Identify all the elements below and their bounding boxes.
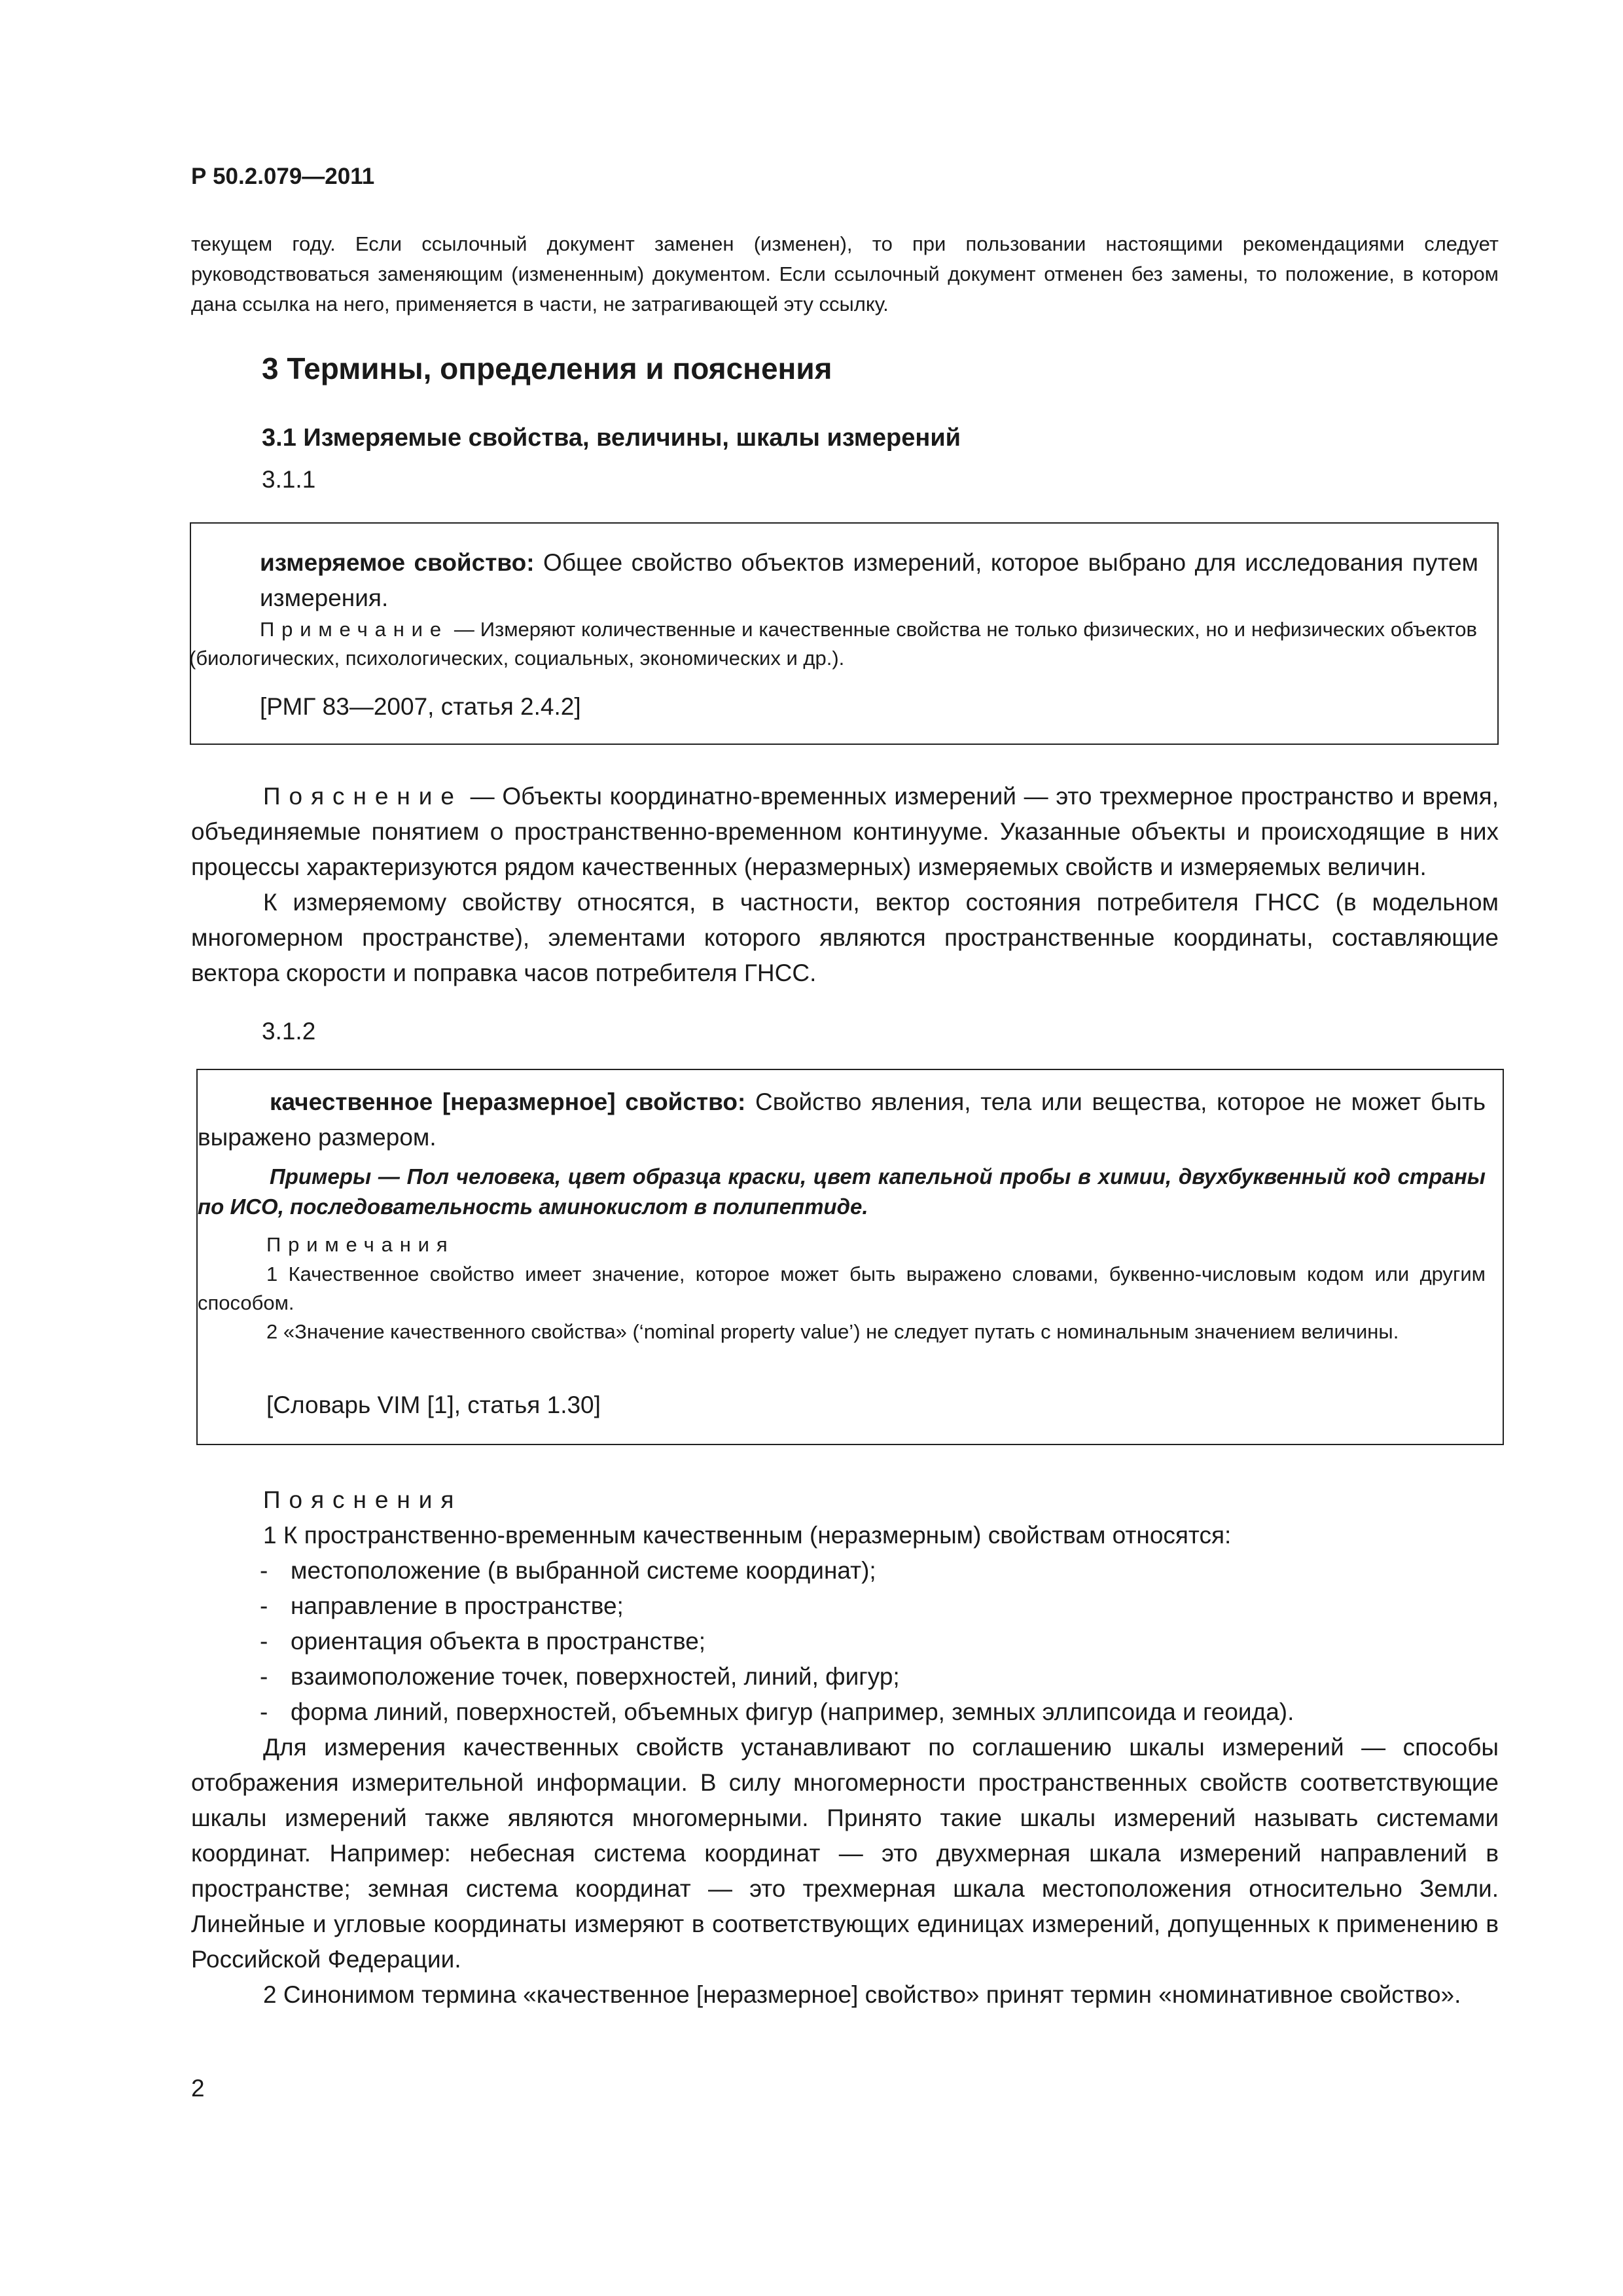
explanation-label-1: Пояснение xyxy=(263,783,463,810)
properties-list xyxy=(191,1553,1499,1730)
term-definition-text-2: Свойство явления, тела или вещества, которое не может быть выражено размером. xyxy=(198,1088,1486,1151)
list-item-text: направление в пространстве; xyxy=(291,1592,624,1619)
page-number: 2 xyxy=(191,2075,205,2102)
term-box-2 xyxy=(196,1069,1504,1445)
explanations-label: Пояснения xyxy=(263,1486,463,1513)
explanation-block-2 xyxy=(191,1482,1499,2013)
explanations-item-1: 1 К пространственно-временным качественным (неразмерным) свойствам относятся: xyxy=(263,1522,1232,1549)
term-name-1: измеряемое свойство: xyxy=(260,549,535,576)
term-name-2: качественное [неразмерное] свойство: xyxy=(270,1088,746,1115)
list-item-text: форма линий, поверхностей, объемных фигур (например, земных эллипсоида и геоида). xyxy=(291,1698,1294,1725)
explanation-block-1 xyxy=(191,779,1499,991)
explanations-item-2: 2 Синонимом термина «качественное [неразмерное] свойство» принят термин «номинативное свойство». xyxy=(263,1981,1461,2008)
note-label-1: Примечание xyxy=(260,618,448,641)
explanations-paragraph: Для измерения качественных свойств устанавливают по соглашению шкалы измерений — способы отображения измерительной информации. В силу многомерности пространственных свойств соответствующие шкалы измерений также являются многомерными. Принято такие шкалы измерений называть системами координат. Например: небесная система координат — это двухмерная шкала измерений направлений в пространстве; земная система координат — это трехмерная шкала местоположения относительно Земли. Линейные и угловые координаты измеряют в соответствующих единицах измерений, допущенных к применению в Российской Федерации. xyxy=(191,1734,1499,1973)
note-text-1: — Измеряют количественные и качественные свойства не только физических, но и нефизических объектов (биологических, психологических, социальных, экономических и др.). xyxy=(189,618,1477,670)
term-definition-2 xyxy=(198,1085,1486,1155)
term-source-2: [Словарь VIM [1], статья 1.30] xyxy=(266,1391,601,1418)
subsection-title: 3.1 Измеряемые свойства, величины, шкалы измерений xyxy=(262,424,961,452)
term-note-2-1: 1 Качественное свойство имеет значение, которое может быть выражено словами, буквенно-числовым кодом или другим способом. xyxy=(198,1263,1486,1314)
section-title: 3 Термины, определения и пояснения xyxy=(262,351,832,386)
list-item xyxy=(191,1553,1499,1588)
dash-marker: - xyxy=(260,1592,268,1619)
term-source-1: [РМГ 83—2007, статья 2.4.2] xyxy=(260,693,581,720)
explanation-paragraph-1 xyxy=(191,779,1499,885)
term-definition-1 xyxy=(260,545,1478,616)
list-item xyxy=(191,1624,1499,1659)
explanation-paragraph-2: К измеряемому свойству относятся, в частности, вектор состояния потребителя ГНСС (в модельном многомерном пространстве), элементами которого являются пространственные координаты, составляющие вектора скорости и поправка часов потребителя ГНСС. xyxy=(191,889,1499,986)
term-note-1 xyxy=(189,615,1477,673)
dash-marker: - xyxy=(260,1698,268,1725)
dash-marker: - xyxy=(260,1628,268,1655)
document-code: Р 50.2.079—2011 xyxy=(191,164,375,189)
dash-marker: - xyxy=(260,1557,268,1584)
explanation-text-1: — Объекты координатно-временных измерений — это трехмерное пространство и время, объединяемые понятием о пространственно-временном континууме. Указанные объекты и происходящие в них процессы характеризуются рядом качественных (неразмерных) измеряемых свойств и измеряемых величин. xyxy=(191,783,1499,880)
term-note-2-2: 2 «Значение качественного свойства» (‘nominal property value’) не следует путать с номинальным значением величины. xyxy=(266,1320,1399,1343)
term-box-1 xyxy=(190,522,1499,745)
term-definition-text-1: Общее свойство объектов измерений, которое выбрано для исследования путем измерения. xyxy=(260,549,1478,611)
list-item-text: взаимоположение точек, поверхностей, линий, фигур; xyxy=(291,1663,900,1690)
term-number-1: 3.1.1 xyxy=(262,466,316,493)
list-item-text: ориентация объекта в пространстве; xyxy=(291,1628,706,1655)
list-item-text: местоположение (в выбранной системе координат); xyxy=(291,1557,876,1584)
notes-label-2: Примечания xyxy=(266,1233,455,1256)
list-item xyxy=(191,1588,1499,1624)
term-examples-2: Примеры — Пол человека, цвет образца краски, цвет капельной пробы в химии, двухбуквенный код страны по ИСО, последовательность аминокислот в полипептиде. xyxy=(198,1164,1486,1219)
list-item xyxy=(191,1695,1499,1730)
term-number-2: 3.1.2 xyxy=(262,1018,316,1045)
intro-paragraph: текущем году. Если ссылочный документ заменен (изменен), то при пользовании настоящими рекомендациями следует руководствоваться заменяющим (измененным) документом. Если ссылочный документ отменен без замены, то положение, в котором дана ссылка на него, применяется в части, не затрагивающей эту ссылку. xyxy=(191,232,1499,315)
list-item xyxy=(191,1659,1499,1695)
dash-marker: - xyxy=(260,1663,268,1690)
